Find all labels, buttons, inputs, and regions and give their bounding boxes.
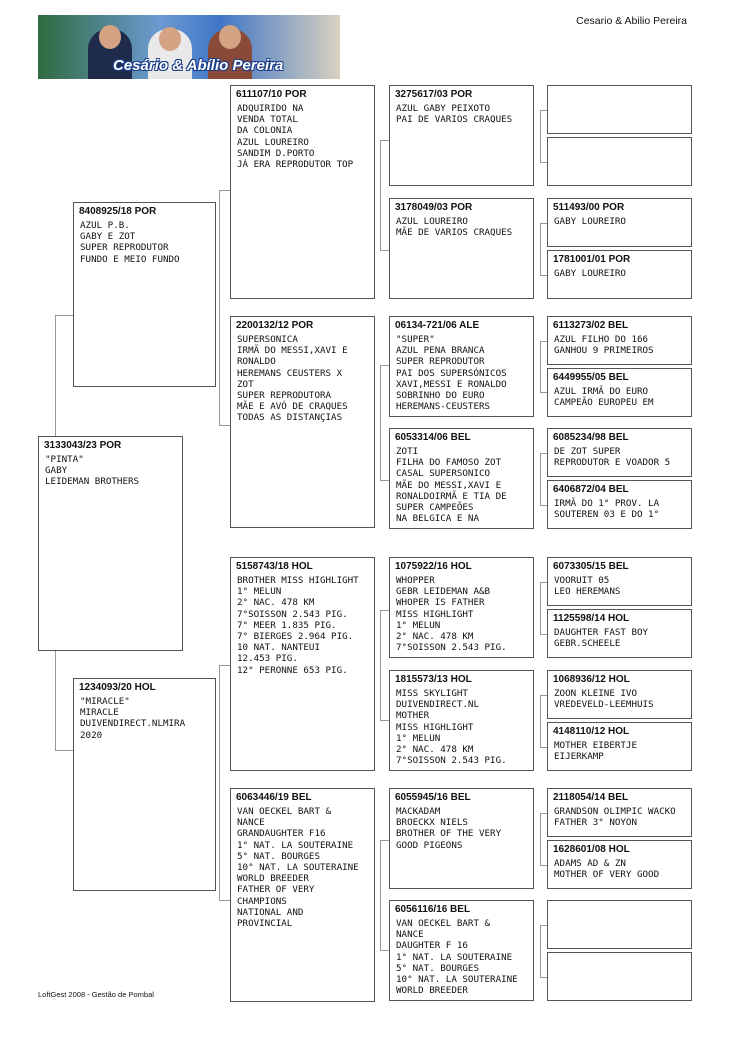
ring-number: 8408925/18 POR xyxy=(79,206,157,217)
tree-connector xyxy=(540,505,547,506)
tree-connector xyxy=(540,392,547,393)
tree-connector xyxy=(219,665,230,666)
pigeon-notes: SUPERSONICA IRMÃ DO MESSI,XAVI E RONALDO HEREMANS CEUSTERS X ZOT SUPER REPRODUTORA MÃE E AVÓ DE CRAQUES TODAS AS DISTANÇIAS xyxy=(237,334,348,424)
pigeon-card-g5-14[interactable] xyxy=(547,840,692,889)
pigeon-card-g5-3[interactable] xyxy=(547,198,692,247)
ring-number: 6085234/98 BEL xyxy=(553,432,629,443)
pigeon-card-g5-8[interactable] xyxy=(547,480,692,529)
pigeon-card-dss[interactable] xyxy=(389,557,534,658)
pigeon-card-g5-12[interactable] xyxy=(547,722,692,771)
tree-connector xyxy=(540,223,541,275)
tree-connector xyxy=(540,582,541,634)
tree-connector xyxy=(540,813,547,814)
tree-connector xyxy=(540,453,541,505)
ring-number: 6449955/05 BEL xyxy=(553,372,629,383)
pigeon-card-g5-13[interactable] xyxy=(547,788,692,837)
ring-number: 6063446/19 BEL xyxy=(236,792,312,803)
tree-connector xyxy=(540,162,547,163)
pigeon-card-sss[interactable] xyxy=(389,85,534,186)
tree-connector xyxy=(380,950,389,951)
pigeon-card-dsd[interactable] xyxy=(389,670,534,771)
pigeon-notes: AZUL P.B. GABY E ZOT SUPER REPRODUTOR FUNDO E MEIO FUNDO xyxy=(80,220,180,265)
tree-connector xyxy=(380,840,389,841)
pigeon-card-g5-10[interactable] xyxy=(547,609,692,658)
tree-connector xyxy=(380,610,381,720)
tree-connector xyxy=(540,813,541,865)
pigeon-notes: VAN OECKEL BART & NANCE GRANDAUGHTER F16 1° NAT. LA SOUTERAINE 5° NAT. BOURGES 10° NAT. LA SOUTERAINE WORLD BREEDER FATHER OF VERY CHAMPIONS NATIONAL AND PROVINCIAL xyxy=(237,806,359,930)
tree-connector xyxy=(380,365,389,366)
pigeon-card-g5-11[interactable] xyxy=(547,670,692,719)
tree-connector xyxy=(380,365,381,480)
pigeon-notes: GRANDSON OLIMPIC WACKO FATHER 3° NOYON xyxy=(554,806,676,829)
pigeon-card-ssd[interactable] xyxy=(389,198,534,299)
tree-connector xyxy=(540,275,547,276)
tree-connector xyxy=(540,977,547,978)
tree-connector xyxy=(540,695,541,747)
pigeon-notes: AZUL LOUREIRO MÃE DE VARIOS CRAQUES xyxy=(396,216,513,239)
tree-connector xyxy=(540,453,547,454)
tree-connector xyxy=(380,840,381,950)
ring-number: 2200132/12 POR xyxy=(236,320,314,331)
pigeon-notes: WHOPPER GEBR LEIDEMAN A&B WHOPER IS FATHER MISS HIGHLIGHT 1° MELUN 2° NAC. 478 KM 7°SOISSON 2.543 PIG. xyxy=(396,575,507,654)
pigeon-notes: MACKADAM BROECKX NIELS BROTHER OF THE VERY GOOD PIGEONS xyxy=(396,806,502,851)
pigeon-notes: GABY LOUREIRO xyxy=(554,268,626,279)
tree-connector xyxy=(540,747,547,748)
ring-number: 3275617/03 POR xyxy=(395,89,473,100)
ring-number: 6406872/04 BEL xyxy=(553,484,629,495)
tree-connector xyxy=(55,315,73,316)
tree-connector xyxy=(540,925,547,926)
pigeon-notes: AZUL GABY PEIXOTO PAI DE VARIOS CRAQUES xyxy=(396,103,513,126)
tree-connector xyxy=(380,480,389,481)
pigeon-notes: AZUL IRMÃ DO EURO CAMPEÃO EUROPEU EM xyxy=(554,386,654,409)
pigeon-card-dds[interactable] xyxy=(389,788,534,889)
footer-credit: LoftGest 2008 - Gestão de Pombal xyxy=(38,990,154,999)
ring-number: 611107/10 POR xyxy=(236,89,307,100)
pigeon-notes: "PINTA" GABY LEIDEMAN BROTHERS xyxy=(45,454,140,488)
pigeon-card-sire[interactable] xyxy=(73,202,216,387)
banner-title: Cesário & Abílio Pereira xyxy=(113,57,284,74)
tree-connector xyxy=(219,425,230,426)
pigeon-card-g5-9[interactable] xyxy=(547,557,692,606)
pigeon-notes: MOTHER EIBERTJE EIJERKAMP xyxy=(554,740,637,763)
ring-number: 6073305/15 BEL xyxy=(553,561,629,572)
pigeon-notes: "MIRACLE" MIRACLE DUIVENDIRECT.NLMIRA 2020 xyxy=(80,696,186,741)
ring-number: 1068936/12 HOL xyxy=(553,674,630,685)
pigeon-notes: VAN OECKEL BART & NANCE DAUGHTER F 16 1° NAT. LA SOUTERAINE 5° NAT. BOURGES 10° NAT. LA SOUTERAINE WORLD BREEDER xyxy=(396,918,518,997)
pigeon-card-ss[interactable] xyxy=(230,85,375,299)
tree-connector xyxy=(380,720,389,721)
tree-connector xyxy=(380,250,389,251)
tree-connector xyxy=(219,665,220,900)
pigeon-card-g5-2[interactable] xyxy=(547,137,692,186)
owner-name: Cesario & Abilio Pereira xyxy=(576,15,687,27)
pigeon-notes: ZOTI FILHA DO FAMOSO ZOT CASAL SUPERSONICO MÃE DO MESSI,XAVI E RONALDOIRMÃ E TIA DE SUPER CAMPEÕES NA BELGICA E NA xyxy=(396,446,507,525)
pigeon-notes: VOORUIT 05 LEO HEREMANS xyxy=(554,575,621,598)
ring-number: 511493/00 POR xyxy=(553,202,625,213)
pigeon-card-subject[interactable] xyxy=(38,436,183,651)
tree-connector xyxy=(540,925,541,977)
ring-number: 3133043/23 POR xyxy=(44,440,122,451)
tree-connector xyxy=(380,140,389,141)
pigeon-card-dam[interactable] xyxy=(73,678,216,891)
ring-number: 1628601/08 HOL xyxy=(553,844,630,855)
tree-connector xyxy=(540,582,547,583)
tree-connector xyxy=(540,865,547,866)
pigeon-card-g5-6[interactable] xyxy=(547,368,692,417)
loft-banner xyxy=(38,15,340,79)
pigeon-card-sds[interactable] xyxy=(389,316,534,417)
pigeon-card-g5-15[interactable] xyxy=(547,900,692,949)
ring-number: 1125598/14 HOL xyxy=(553,613,630,624)
tree-connector xyxy=(540,223,547,224)
pigeon-card-ds[interactable] xyxy=(230,557,375,771)
tree-connector xyxy=(540,634,547,635)
pigeon-notes: DE ZOT SUPER REPRODUTOR E VOADOR 5 xyxy=(554,446,671,469)
tree-connector xyxy=(380,610,389,611)
ring-number: 06134-721/06 ALE xyxy=(395,320,480,331)
pigeon-notes: GABY LOUREIRO xyxy=(554,216,626,227)
ring-number: 1815573/13 HOL xyxy=(395,674,472,685)
pigeon-card-dd[interactable] xyxy=(230,788,375,1002)
pigeon-notes: ZOON KLEINE IVO VREDEVELD-LEEMHUIS xyxy=(554,688,654,711)
ring-number: 6113273/02 BEL xyxy=(553,320,629,331)
tree-connector xyxy=(540,341,541,392)
ring-number: 5158743/18 HOL xyxy=(236,561,313,572)
pigeon-notes: DAUGHTER FAST BOY GEBR.SCHEELE xyxy=(554,627,649,650)
pigeon-card-sd[interactable] xyxy=(230,316,375,528)
ring-number: 6053314/06 BEL xyxy=(395,432,471,443)
pigeon-notes: BROTHER MISS HIGHLIGHT 1° MELUN 2° NAC. 478 KM 7°SOISSON 2.543 PIG. 7° MEER 1.835 PIG. 7° BIERGES 2.964 PIG. 10 NAT. NANTEUI 12.453 PIG. 12° PERONNE 653 PIG. xyxy=(237,575,359,676)
ring-number: 6056116/16 BEL xyxy=(395,904,471,915)
ring-number: 6055945/16 BEL xyxy=(395,792,471,803)
pigeon-notes: ADQUIRIDO NA VENDA TOTAL DA COLONIA AZUL LOUREIRO SANDIM D.PORTO JÁ ERA REPRODUTOR TOP xyxy=(237,103,354,171)
pigeon-card-g5-7[interactable] xyxy=(547,428,692,477)
pigeon-card-g5-4[interactable] xyxy=(547,250,692,299)
ring-number: 1075922/16 HOL xyxy=(395,561,472,572)
pigeon-card-sdd[interactable] xyxy=(389,428,534,529)
tree-connector xyxy=(219,190,230,191)
pigeon-notes: AZUL FILHO DO 166 GANHOU 9 PRIMEIROS xyxy=(554,334,654,357)
ring-number: 1781001/01 POR xyxy=(553,254,631,265)
ring-number: 4148110/12 HOL xyxy=(553,726,630,737)
pigeon-card-ddd[interactable] xyxy=(389,900,534,1001)
pigeon-card-g5-16[interactable] xyxy=(547,952,692,1001)
pigeon-notes: ADAMS AD & ZN MOTHER OF VERY GOOD xyxy=(554,858,660,881)
tree-connector xyxy=(219,900,230,901)
pigeon-notes: MISS SKYLIGHT DUIVENDIRECT.NL MOTHER MISS HIGHLIGHT 1° MELUN 2° NAC. 478 KM 7°SOISSON 2.543 PIG. xyxy=(396,688,507,767)
tree-connector xyxy=(380,140,381,250)
pigeon-card-g5-5[interactable] xyxy=(547,316,692,365)
pigeon-notes: IRMÃ DO 1° PROV. LA SOUTEREN 03 E DO 1° xyxy=(554,498,660,521)
pigeon-notes: "SUPER" AZUL PENA BRANCA SUPER REPRODUTOR PAI DOS SUPERSÓNICOS XAVI,MESSI E RONALDO SOBRINHO DO EURO HEREMANS-CEUSTERS xyxy=(396,334,507,413)
tree-connector xyxy=(540,110,541,162)
tree-connector xyxy=(540,110,547,111)
ring-number: 3178049/03 POR xyxy=(395,202,473,213)
tree-connector xyxy=(540,341,547,342)
tree-connector xyxy=(55,750,73,751)
tree-connector xyxy=(540,695,547,696)
pigeon-card-g5-1[interactable] xyxy=(547,85,692,134)
ring-number: 2118054/14 BEL xyxy=(553,792,629,803)
ring-number: 1234093/20 HOL xyxy=(79,682,156,693)
tree-connector xyxy=(219,190,220,425)
